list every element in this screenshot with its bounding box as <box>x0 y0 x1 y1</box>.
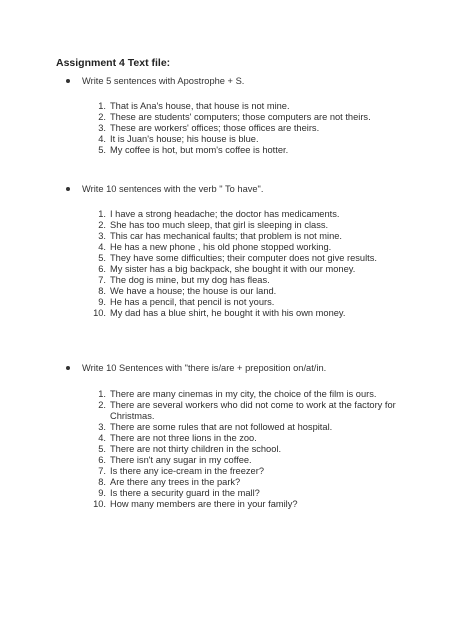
item-text: There are many cinemas in my city, the choice of the film is ours. <box>110 389 377 399</box>
item-text: Is there a security guard in the mall? <box>110 488 260 498</box>
document-title: Assignment 4 Text file: <box>56 57 171 69</box>
item-number: 1. <box>98 101 106 111</box>
instruction-text: Write 5 sentences with Apostrophe + S. <box>82 76 245 86</box>
item-text: It is Juan's house; his house is blue. <box>110 134 259 144</box>
list-item <box>0 231 474 242</box>
list-item <box>0 145 474 156</box>
item-text: I have a strong headache; the doctor has medicaments. <box>110 209 340 219</box>
list-item <box>0 242 474 253</box>
bullet-dot-icon <box>66 187 70 191</box>
item-text: Is there any ice-cream in the freezer? <box>110 466 264 476</box>
item-text: My dad has a blue shirt, he bought it with his own money. <box>110 308 346 318</box>
item-text: This car has mechanical faults; that problem is not mine. <box>110 231 343 241</box>
item-text: These are workers' offices; those offices are theirs. <box>110 123 320 133</box>
item-text: They have some difficulties; their computer does not give results. <box>110 253 377 263</box>
item-number: 8. <box>98 477 106 487</box>
item-number: 10. <box>93 308 106 318</box>
item-number: 3. <box>98 123 106 133</box>
list-item <box>0 134 474 145</box>
item-text: My coffee is hot, but mom's coffee is hotter. <box>110 145 289 155</box>
list-item <box>0 444 474 455</box>
item-text: He has a new phone , his old phone stopped working. <box>110 242 332 252</box>
item-text: We have a house; the house is our land. <box>110 286 277 296</box>
item-text: Are there any trees in the park? <box>110 477 241 487</box>
item-number: 1. <box>98 389 106 399</box>
list-item <box>0 253 474 264</box>
list-item <box>0 209 474 220</box>
list-item <box>0 264 474 275</box>
list-item <box>0 286 474 297</box>
item-number: 8. <box>98 286 106 296</box>
item-number: 5. <box>98 253 106 263</box>
item-text: She has too much sleep, that girl is sleeping in class. <box>110 220 329 230</box>
list-item <box>0 477 474 488</box>
item-number: 4. <box>98 242 106 252</box>
instruction-text: Write 10 sentences with the verb " To have". <box>82 184 264 194</box>
instruction-text: Write 10 Sentences with "there is/are + preposition on/at/in. <box>82 363 327 373</box>
item-text: There are not three lions in the zoo. <box>110 433 257 443</box>
section-1-list <box>0 101 474 156</box>
item-number: 4. <box>98 433 106 443</box>
list-item <box>0 466 474 477</box>
item-text: My sister has a big backpack, she bought it with our money. <box>110 264 356 274</box>
list-item <box>0 433 474 444</box>
list-item <box>0 101 474 112</box>
item-text: He has a pencil, that pencil is not yours. <box>110 297 275 307</box>
list-item <box>0 123 474 134</box>
section-3-list <box>0 389 474 510</box>
item-number: 7. <box>98 466 106 476</box>
item-text: There are several workers who did not come to work at the factory for Christmas. <box>110 400 396 421</box>
item-number: 6. <box>98 264 106 274</box>
item-number: 4. <box>98 134 106 144</box>
list-item <box>0 275 474 286</box>
item-text: The dog is mine, but my dog has fleas. <box>110 275 270 285</box>
item-number: 5. <box>98 444 106 454</box>
item-number: 2. <box>98 400 106 410</box>
list-item <box>0 220 474 231</box>
list-item <box>0 112 474 123</box>
item-text: There are not thirty children in the school. <box>110 444 282 454</box>
list-item <box>0 400 474 422</box>
item-text: There isn't any sugar in my coffee. <box>110 455 252 465</box>
bullet-dot-icon <box>66 79 70 83</box>
item-text: There are some rules that are not followed at hospital. <box>110 422 333 432</box>
list-item <box>0 297 474 308</box>
item-number: 5. <box>98 145 106 155</box>
list-item <box>0 488 474 499</box>
item-number: 2. <box>98 220 106 230</box>
section-2-list <box>0 209 474 319</box>
item-number: 9. <box>98 488 106 498</box>
item-text: How many members are there in your family? <box>110 499 298 509</box>
bullet-dot-icon <box>66 366 70 370</box>
list-item <box>0 422 474 433</box>
item-number: 3. <box>98 231 106 241</box>
item-number: 2. <box>98 112 106 122</box>
item-number: 9. <box>98 297 106 307</box>
list-item <box>0 389 474 400</box>
item-number: 6. <box>98 455 106 465</box>
list-item <box>0 455 474 466</box>
item-number: 1. <box>98 209 106 219</box>
list-item <box>0 308 474 319</box>
item-text: These are students' computers; those computers are not theirs. <box>110 112 371 122</box>
item-text: That is Ana's house, that house is not mine. <box>110 101 290 111</box>
item-number: 10. <box>93 499 106 509</box>
list-item <box>0 499 474 510</box>
item-number: 7. <box>98 275 106 285</box>
item-number: 3. <box>98 422 106 432</box>
